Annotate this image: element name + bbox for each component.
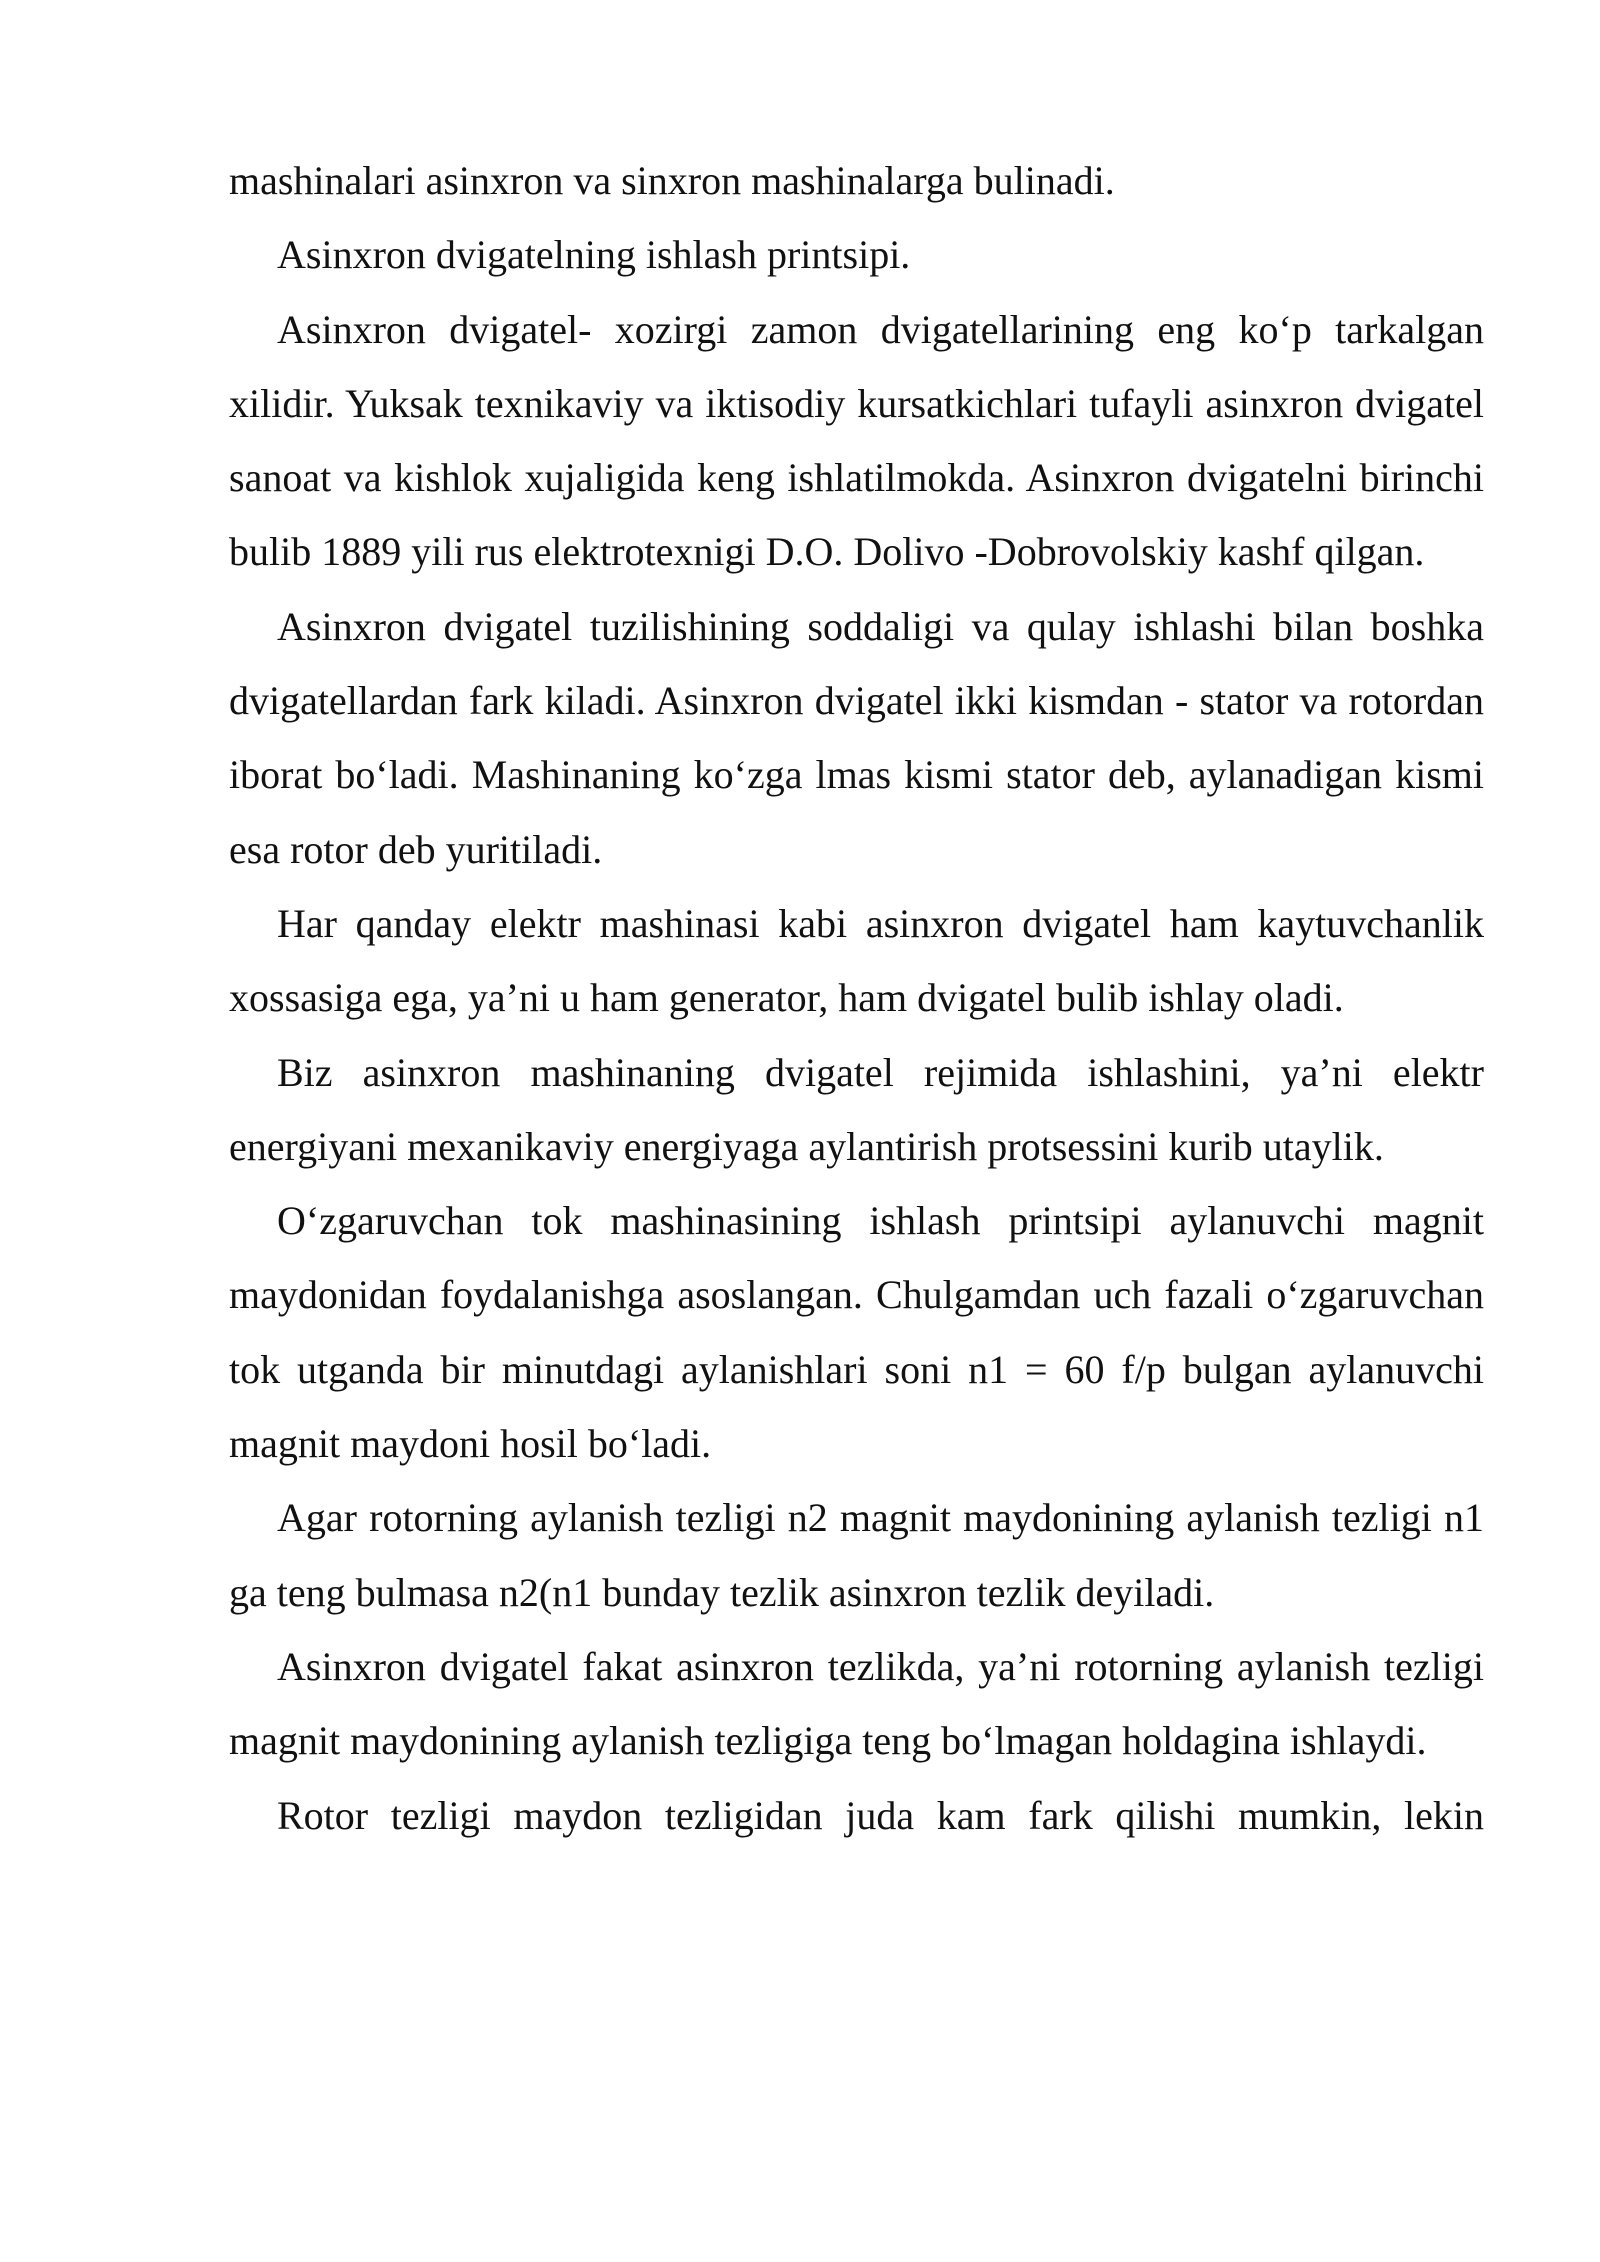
paragraph-truncated: Rotor tezligi maydon tezligidan juda kam fark qilishi mumkin, lekin [277, 1792, 1484, 1838]
paragraph: Asinxron dvigatel- xozirgi zamon dvigatellarining eng ko‘p tarkalgan xilidir. Yuksak texnikaviy va iktisodiy kursatkichlari tufayli asinxron dvigatel sanoat va kishlok xujaligida keng ishlatilmokda. Asinxron dvigatelni birinchi bulib 1889 yili rus elektrotexnigi D.O. Dolivo -Dobrovolskiy kashf qilgan. [229, 306, 1484, 575]
body-text [229, 144, 1484, 1853]
paragraph: Agar rotorning aylanish tezligi n2 magnit maydonining aylanish tezligi n1 ga teng bulmasa n2(n1 bunday tezlik asinxron tezlik deyiladi. [229, 1495, 1484, 1615]
paragraph: Har qanday elektr mashinasi kabi asinxron dvigatel ham kaytuvchanlik xossasiga ega, ya’ni u ham generator, ham dvigatel bulib ishlay oladi. [229, 900, 1484, 1021]
paragraph: Asinxron dvigatel fakat asinxron tezlikda, ya’ni rotorning aylanish tezligi magnit maydonining aylanish tezligiga teng bo‘lmagan holdagina ishlaydi. [229, 1643, 1484, 1764]
paragraph: Biz asinxron mashinaning dvigatel rejimida ishlashini, ya’ni elektr energiyani mexanikaviy energiyaga aylantirish protsessini kurib utaylik. [229, 1049, 1484, 1169]
paragraph: Asinxron dvigatel tuzilishining soddaligi va qulay ishlashi bilan boshka dvigatellardan fark kiladi. Asinxron dvigatel ikki kismdan - stator va rotordan iborat bo‘ladi. Mashinaning ko‘zga lmas kismi stator deb, aylanadigan kismi esa rotor deb yuritiladi. [229, 603, 1484, 872]
paragraph-continuation: mashinalari asinxron va sinxron mashinalarga bulinadi. [229, 158, 1115, 203]
section-heading: Asinxron dvigatelning ishlash printsipi. [277, 232, 911, 278]
paragraph: O‘zgaruvchan tok mashinasining ishlash printsipi aylanuvchi magnit maydonidan foydalanishga asoslangan. Chulgamdan uch fazali o‘zgaruvchan tok utganda bir minutdagi aylanishlari soni n1 = 60 f/p bulgan aylanuvchi magnit maydoni hosil bo‘ladi. [229, 1198, 1484, 1467]
